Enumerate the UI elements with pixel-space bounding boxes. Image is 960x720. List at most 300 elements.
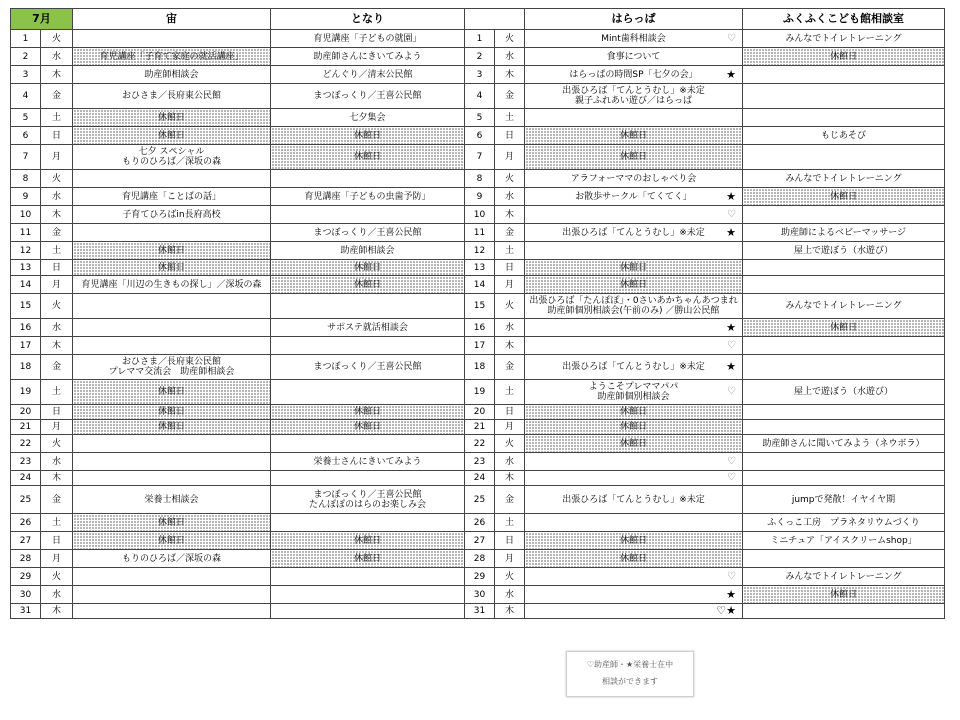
- table-row: [11, 170, 945, 188]
- sora-event: 休館日: [73, 127, 271, 145]
- day-of-week: 水: [495, 319, 525, 337]
- harappa-event: [525, 532, 743, 550]
- col-header-fukufuku: ふくふくこども館相談室: [743, 9, 945, 30]
- star-icon: ★: [726, 225, 736, 239]
- tonari-event: 育児講座「子どもの就園」: [271, 30, 465, 48]
- day-of-week: 火: [41, 568, 73, 586]
- table-row: [11, 532, 945, 550]
- fukufuku-event: みんなでトイレトレーニング: [743, 30, 945, 48]
- day-of-week: 木: [495, 66, 525, 84]
- day-number: 25: [11, 486, 41, 514]
- day-of-week: 土: [41, 109, 73, 127]
- day-of-week: 火: [41, 294, 73, 319]
- fukufuku-event: [743, 355, 945, 380]
- harappa-event: [525, 48, 743, 66]
- day-of-week: 金: [495, 84, 525, 109]
- day-of-week: 木: [495, 337, 525, 355]
- day-number: 17: [11, 337, 41, 355]
- tonari-event: まつぼっくり／王喜公民館: [271, 224, 465, 242]
- table-row: [11, 355, 945, 380]
- fukufuku-event: jumpで発散！イヤイヤ期: [743, 486, 945, 514]
- harappa-event: [525, 568, 743, 586]
- sora-event: [73, 30, 271, 48]
- day-of-week: 日: [495, 260, 525, 276]
- harappa-event-text: 出張ひろば「てんとうむし」※未定: [562, 227, 705, 238]
- day-number: 29: [465, 568, 495, 586]
- day-number: 11: [11, 224, 41, 242]
- harappa-event: [525, 188, 743, 206]
- sora-event: [73, 568, 271, 586]
- harappa-event: [525, 294, 743, 319]
- day-number: 21: [11, 420, 41, 435]
- header-spacer: [465, 9, 525, 30]
- harappa-event: [525, 242, 743, 260]
- fukufuku-event: [743, 405, 945, 420]
- table-row: [11, 568, 945, 586]
- day-number: 11: [465, 224, 495, 242]
- harappa-event: [525, 420, 743, 435]
- fukufuku-event: みんなでトイレトレーニング: [743, 170, 945, 188]
- harappa-event-text: 出張ひろば「てんとうむし」※未定 親子ふれあい遊び／はらっぱ: [562, 86, 705, 106]
- day-of-week: 金: [495, 224, 525, 242]
- day-of-week: 月: [41, 276, 73, 294]
- day-of-week: 木: [41, 471, 73, 486]
- harappa-event: [525, 337, 743, 355]
- tonari-event: [271, 294, 465, 319]
- fukufuku-event: [743, 550, 945, 568]
- tonari-event: 休館日: [271, 145, 465, 170]
- day-number: 6: [11, 127, 41, 145]
- tonari-event: [271, 206, 465, 224]
- table-row: [11, 405, 945, 420]
- star-icon: ★: [726, 360, 736, 373]
- day-number: 10: [465, 206, 495, 224]
- sora-event: 育児講座「ことばの話」: [73, 188, 271, 206]
- day-of-week: 金: [41, 355, 73, 380]
- tonari-event: 助産師相談会: [271, 242, 465, 260]
- table-row: [11, 337, 945, 355]
- heart-icon: ♡: [727, 570, 736, 582]
- table-row: [11, 294, 945, 319]
- harappa-event-text: ようこそプレママパパ 助産師個別相談会: [588, 382, 679, 402]
- tonari-event: [271, 568, 465, 586]
- harappa-event-text: 休館日: [619, 422, 647, 432]
- harappa-event-text: 休館日: [619, 262, 647, 273]
- day-of-week: 土: [495, 380, 525, 405]
- table-row: [11, 224, 945, 242]
- table-row: [11, 188, 945, 206]
- day-number: 10: [11, 206, 41, 224]
- tonari-event: まつぼっくり／王喜公民館 たんぽぽのはらのお楽しみ会: [271, 486, 465, 514]
- day-of-week: 火: [495, 170, 525, 188]
- fukufuku-event: [743, 471, 945, 486]
- fukufuku-event: もじあそび: [743, 127, 945, 145]
- harappa-event-text: 出張ひろば「てんとうむし」※未定: [562, 362, 705, 372]
- sora-event: [73, 471, 271, 486]
- harappa-event-text: 休館日: [619, 152, 647, 162]
- day-number: 9: [11, 188, 41, 206]
- sora-event: おひさま／長府東公民館: [73, 84, 271, 109]
- day-of-week: 日: [41, 405, 73, 420]
- table-row: [11, 145, 945, 170]
- heart-icon: ♡: [727, 32, 736, 44]
- day-number: 12: [465, 242, 495, 260]
- day-number: 28: [465, 550, 495, 568]
- day-of-week: 日: [495, 405, 525, 420]
- harappa-event: [525, 84, 743, 109]
- tonari-event: どんぐり／清末公民館: [271, 66, 465, 84]
- harappa-event-text: 食事について: [606, 51, 661, 62]
- day-number: 23: [465, 453, 495, 471]
- header-row: [11, 9, 945, 30]
- day-number: 15: [465, 294, 495, 319]
- day-of-week: 日: [495, 532, 525, 550]
- fukufuku-event: 屋上で遊ぼう（水遊び）: [743, 242, 945, 260]
- day-of-week: 水: [41, 48, 73, 66]
- harappa-event: [525, 319, 743, 337]
- day-number: 27: [465, 532, 495, 550]
- star-icon: ★: [726, 189, 736, 203]
- harappa-event: [525, 604, 743, 619]
- day-number: 31: [11, 604, 41, 619]
- sora-event: 休館日: [73, 405, 271, 420]
- col-header-harappa: はらっぱ: [525, 9, 743, 30]
- table-row: [11, 453, 945, 471]
- table-row: [11, 242, 945, 260]
- day-of-week: 日: [41, 260, 73, 276]
- day-of-week: 木: [495, 471, 525, 486]
- fukufuku-event: 屋上で遊ぼう（水遊び）: [743, 380, 945, 405]
- tonari-event: 休館日: [271, 420, 465, 435]
- tonari-event: 栄養士さんにきいてみよう: [271, 453, 465, 471]
- day-of-week: 木: [41, 66, 73, 84]
- day-of-week: 金: [41, 84, 73, 109]
- fukufuku-event: [743, 604, 945, 619]
- day-number: 31: [465, 604, 495, 619]
- day-of-week: 火: [495, 568, 525, 586]
- day-number: 1: [11, 30, 41, 48]
- tonari-event: [271, 435, 465, 453]
- day-number: 20: [11, 405, 41, 420]
- table-row: [11, 127, 945, 145]
- day-of-week: 土: [495, 514, 525, 532]
- harappa-event: [525, 471, 743, 486]
- harappa-event: [525, 435, 743, 453]
- fukufuku-event: [743, 453, 945, 471]
- fukufuku-event: 休館日: [743, 586, 945, 604]
- fukufuku-event: [743, 276, 945, 294]
- heart-icon: ♡: [727, 455, 736, 467]
- sora-event: もりのひろば／深坂の森: [73, 550, 271, 568]
- day-number: 12: [11, 242, 41, 260]
- fukufuku-event: [743, 337, 945, 355]
- day-of-week: 木: [41, 206, 73, 224]
- heart-icon: ♡: [727, 386, 736, 397]
- day-number: 5: [11, 109, 41, 127]
- fukufuku-event: 休館日: [743, 188, 945, 206]
- harappa-event: [525, 405, 743, 420]
- tonari-event: 休館日: [271, 550, 465, 568]
- day-number: 19: [11, 380, 41, 405]
- day-of-week: 月: [41, 145, 73, 170]
- sora-event: [73, 319, 271, 337]
- day-of-week: 土: [495, 242, 525, 260]
- harappa-event: [525, 66, 743, 84]
- harappa-event: [525, 486, 743, 514]
- heart-icon: ♡: [727, 339, 736, 351]
- legend-box: [566, 651, 694, 697]
- heart-icon: ♡: [727, 472, 736, 483]
- day-number: 2: [465, 48, 495, 66]
- table-row: [11, 380, 945, 405]
- harappa-event: [525, 453, 743, 471]
- legend-line-1: ♡助産師・★栄養士在中: [586, 660, 674, 669]
- table-row: [11, 84, 945, 109]
- day-of-week: 金: [495, 486, 525, 514]
- day-number: 13: [11, 260, 41, 276]
- sora-event: 栄養士相談会: [73, 486, 271, 514]
- day-of-week: 水: [41, 453, 73, 471]
- harappa-event: [525, 224, 743, 242]
- month-header: 7月: [11, 9, 73, 30]
- day-of-week: 土: [41, 380, 73, 405]
- day-of-week: 月: [41, 420, 73, 435]
- day-number: 14: [465, 276, 495, 294]
- day-number: 7: [465, 145, 495, 170]
- day-of-week: 月: [495, 550, 525, 568]
- day-number: 4: [11, 84, 41, 109]
- harappa-event-text: 休館日: [619, 279, 647, 290]
- day-of-week: 月: [495, 145, 525, 170]
- day-of-week: 水: [495, 48, 525, 66]
- table-row: [11, 604, 945, 619]
- fukufuku-event: 助産師さんに聞いてみよう（ネウボラ）: [743, 435, 945, 453]
- fukufuku-event: みんなでトイレトレーニング: [743, 568, 945, 586]
- tonari-event: 休館日: [271, 127, 465, 145]
- day-number: 6: [465, 127, 495, 145]
- table-row: [11, 435, 945, 453]
- heart-icon: ♡: [727, 208, 736, 220]
- col-header-tonari: となり: [271, 9, 465, 30]
- day-of-week: 日: [41, 532, 73, 550]
- tonari-event: 休館日: [271, 276, 465, 294]
- sora-event: 育児講座「川辺の生きもの探し」／深坂の森: [73, 276, 271, 294]
- sora-event: 休館日: [73, 420, 271, 435]
- table-row: [11, 109, 945, 127]
- sora-event: 休館日: [73, 514, 271, 532]
- table-row: [11, 66, 945, 84]
- sora-event: 育児講座「子育て家庭の就活講座」: [73, 48, 271, 66]
- fukufuku-event: [743, 109, 945, 127]
- harappa-event: [525, 109, 743, 127]
- harappa-event-text: Mint歯科相談会: [601, 33, 666, 44]
- day-number: 24: [11, 471, 41, 486]
- day-of-week: 火: [495, 435, 525, 453]
- day-number: 26: [11, 514, 41, 532]
- day-of-week: 金: [41, 486, 73, 514]
- harappa-event: [525, 355, 743, 380]
- tonari-event: [271, 471, 465, 486]
- day-of-week: 火: [41, 435, 73, 453]
- fukufuku-event: ミニチュア「アイスクリームshop」: [743, 532, 945, 550]
- tonari-event: [271, 586, 465, 604]
- sora-event: [73, 604, 271, 619]
- tonari-event: 助産師さんにきいてみよう: [271, 48, 465, 66]
- day-number: 22: [465, 435, 495, 453]
- tonari-event: [271, 337, 465, 355]
- day-of-week: 水: [41, 188, 73, 206]
- star-icon: ★: [726, 67, 736, 81]
- day-of-week: 木: [41, 337, 73, 355]
- harappa-event: [525, 127, 743, 145]
- day-of-week: 火: [495, 294, 525, 319]
- day-number: 7: [11, 145, 41, 170]
- tonari-event: [271, 380, 465, 405]
- day-number: 23: [11, 453, 41, 471]
- schedule-table: [10, 8, 945, 619]
- day-of-week: 土: [41, 242, 73, 260]
- sora-event: [73, 435, 271, 453]
- sora-event: 休館日: [73, 242, 271, 260]
- day-number: 5: [465, 109, 495, 127]
- legend-line-2: 相談ができます: [602, 677, 658, 686]
- day-number: 3: [11, 66, 41, 84]
- day-number: 18: [11, 355, 41, 380]
- harappa-event: [525, 514, 743, 532]
- day-number: 18: [465, 355, 495, 380]
- day-number: 24: [465, 471, 495, 486]
- day-of-week: 金: [41, 224, 73, 242]
- tonari-event: 休館日: [271, 532, 465, 550]
- day-number: 17: [465, 337, 495, 355]
- fukufuku-event: みんなでトイレトレーニング: [743, 294, 945, 319]
- harappa-event-text: 出張ひろば「てんとうむし」※未定: [562, 494, 705, 505]
- table-row: [11, 276, 945, 294]
- tonari-event: まつぼっくり／王喜公民館: [271, 355, 465, 380]
- day-of-week: 水: [495, 188, 525, 206]
- day-number: 25: [465, 486, 495, 514]
- sora-event: 七夕 スペシャル もりのひろば／深坂の森: [73, 145, 271, 170]
- col-header-sora: 宙: [73, 9, 271, 30]
- table-row: [11, 30, 945, 48]
- sora-event: おひさま／長府東公民館 プレママ交流会 助産師相談会: [73, 355, 271, 380]
- harappa-event-text: 休館日: [619, 438, 647, 449]
- harappa-event: [525, 276, 743, 294]
- sora-event: 子育てひろばin長府高校: [73, 206, 271, 224]
- tonari-event: [271, 604, 465, 619]
- harappa-event: [525, 30, 743, 48]
- harappa-event-text: 休館日: [619, 407, 647, 417]
- table-row: [11, 486, 945, 514]
- fukufuku-event: 休館日: [743, 48, 945, 66]
- table-row: [11, 550, 945, 568]
- tonari-event: サポステ就活相談会: [271, 319, 465, 337]
- harappa-event-text: 休館日: [619, 130, 647, 141]
- tonari-event: 休館日: [271, 260, 465, 276]
- day-number: 1: [465, 30, 495, 48]
- fukufuku-event: [743, 420, 945, 435]
- harappa-event-text: アラフォーママのおしゃべり会: [570, 173, 697, 184]
- heart-star-icon: ♡★: [716, 604, 736, 617]
- harappa-event: [525, 206, 743, 224]
- day-of-week: 月: [41, 550, 73, 568]
- calendar-sheet: [10, 8, 944, 708]
- fukufuku-event: [743, 145, 945, 170]
- day-of-week: 火: [41, 30, 73, 48]
- sora-event: [73, 337, 271, 355]
- day-of-week: 火: [495, 30, 525, 48]
- table-row: [11, 319, 945, 337]
- tonari-event: 七夕集会: [271, 109, 465, 127]
- table-row: [11, 514, 945, 532]
- harappa-event-text: お散歩サークル「てくてく」: [575, 191, 692, 202]
- harappa-event: [525, 586, 743, 604]
- harappa-event: [525, 145, 743, 170]
- day-of-week: 水: [41, 319, 73, 337]
- harappa-event: [525, 380, 743, 405]
- day-number: 8: [11, 170, 41, 188]
- day-number: 22: [11, 435, 41, 453]
- day-of-week: 日: [495, 127, 525, 145]
- tonari-event: まつぼっくり／王喜公民館: [271, 84, 465, 109]
- sora-event: 助産師相談会: [73, 66, 271, 84]
- fukufuku-event: [743, 84, 945, 109]
- day-number: 9: [465, 188, 495, 206]
- sora-event: [73, 170, 271, 188]
- table-row: [11, 420, 945, 435]
- day-of-week: 木: [41, 604, 73, 619]
- day-number: 30: [465, 586, 495, 604]
- sora-event: [73, 224, 271, 242]
- harappa-event-text: 休館日: [619, 535, 647, 546]
- day-of-week: 火: [41, 170, 73, 188]
- harappa-event: [525, 170, 743, 188]
- star-icon: ★: [726, 320, 736, 334]
- tonari-event: 休館日: [271, 405, 465, 420]
- day-number: 27: [11, 532, 41, 550]
- table-row: [11, 471, 945, 486]
- fukufuku-event: 助産師によるベビーマッサージ: [743, 224, 945, 242]
- day-of-week: 土: [495, 109, 525, 127]
- day-number: 8: [465, 170, 495, 188]
- day-number: 13: [465, 260, 495, 276]
- fukufuku-event: [743, 260, 945, 276]
- day-number: 19: [465, 380, 495, 405]
- day-of-week: 水: [495, 453, 525, 471]
- harappa-event-text: はらっぱの時間SP「七夕の会」: [569, 69, 698, 80]
- day-number: 2: [11, 48, 41, 66]
- day-number: 29: [11, 568, 41, 586]
- day-of-week: 水: [41, 586, 73, 604]
- harappa-event: [525, 260, 743, 276]
- sora-event: 休館日: [73, 260, 271, 276]
- day-number: 30: [11, 586, 41, 604]
- table-row: [11, 586, 945, 604]
- day-of-week: 金: [495, 355, 525, 380]
- day-of-week: 月: [495, 276, 525, 294]
- day-number: 28: [11, 550, 41, 568]
- fukufuku-event: [743, 206, 945, 224]
- tonari-event: [271, 170, 465, 188]
- day-number: 15: [11, 294, 41, 319]
- day-of-week: 木: [495, 206, 525, 224]
- tonari-event: [271, 514, 465, 532]
- tonari-event: 育児講座「子どもの虫歯予防」: [271, 188, 465, 206]
- fukufuku-event: 休館日: [743, 319, 945, 337]
- fukufuku-event: [743, 66, 945, 84]
- table-row: [11, 48, 945, 66]
- sora-event: 休館日: [73, 380, 271, 405]
